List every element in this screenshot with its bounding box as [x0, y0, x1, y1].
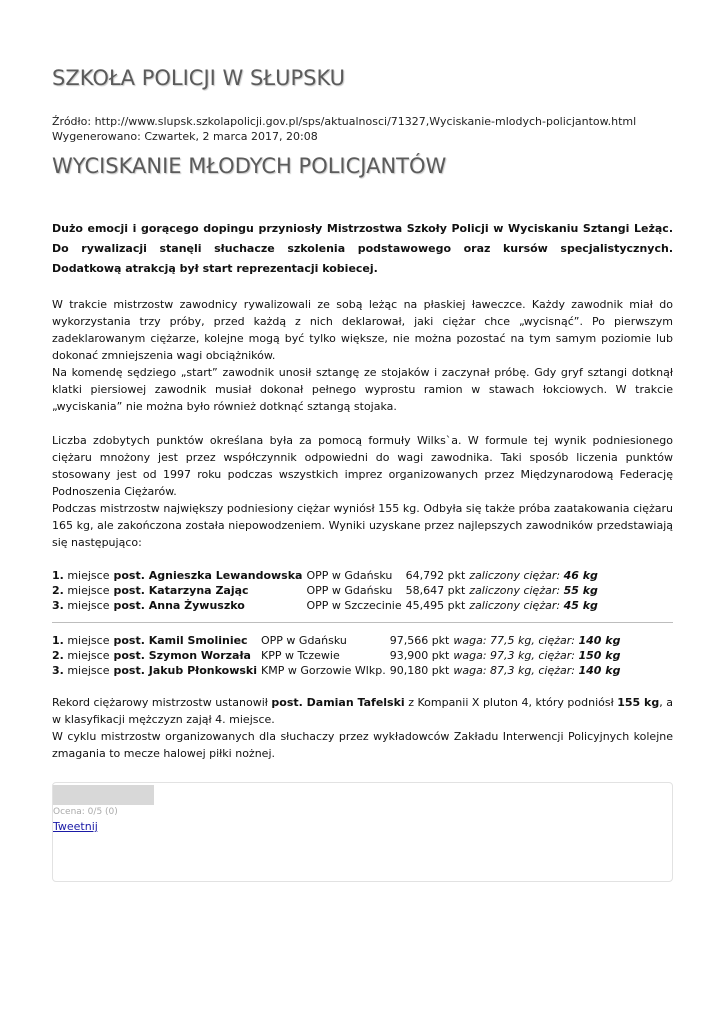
- unit-cell: OPP w Gdańsku: [306, 569, 393, 582]
- paragraph-scoring: [52, 432, 673, 551]
- unit-cell: OPP w Gdańsku: [261, 634, 347, 647]
- name-cell: post. Jakub Płonkowski: [113, 664, 257, 677]
- points-cell: 97,566 pkt: [389, 634, 450, 647]
- place-cell: 3. miejsce: [52, 599, 110, 612]
- points-cell: 58,647 pkt: [405, 584, 466, 597]
- women-results-table: [52, 568, 602, 613]
- article-content: [52, 219, 673, 809]
- weight-cell: waga: 77,5 kg, ciężar: 140 kg: [453, 634, 621, 647]
- paragraph-record: Rekord ciężarowy mistrzostw ustanowił post. Damian Tafelski z Kompanii X pluton 4, który podniósł 155 kg, a w klasyfikacji mężczyzn zajął 4. miejsce. W cyklu mistrzostw organizowanych dla słuchaczy przez wykładowców Zakładu Interwencji Policyjnych kolejne zmagania to mecze halowej piłki nożnej.: [52, 696, 673, 760]
- unit-cell: KPP w Tczewie: [261, 649, 340, 662]
- tweet-link[interactable]: Tweetnij: [53, 820, 98, 833]
- article-title: WYCISKANIE MŁODYCH POLICJANTÓW: [52, 154, 447, 178]
- name-cell: post. Katarzyna Zając: [113, 584, 249, 597]
- weight-cell: waga: 97,3 kg, ciężar: 150 kg: [453, 649, 621, 662]
- points-cell: 90,180 pkt: [389, 664, 450, 677]
- place-cell: 1. miejsce: [52, 569, 110, 582]
- paragraph-rules-b: Na komendę sędziego „start” zawodnik unosił sztangę ze stojaków i zaczynał próbę. Gdy gryf sztangi dotknął klatki piersiowej zawodnik musiał dokonał pełnego wyprostu ramion w stawach łokciowych. W trakcie „wyciskania” nie można było również dotknąć sztangą stojaka.: [52, 366, 673, 413]
- weight-cell: zaliczony ciężar: 55 kg: [469, 584, 598, 597]
- source-line: Źródło: http://www.slupsk.szkolapolicji.gov.pl/sps/aktualnosci/71327,Wyciskanie-mlodych-policjantow.html: [52, 115, 637, 128]
- place-cell: 2. miejsce: [52, 584, 110, 597]
- paragraph-rules: [52, 296, 673, 415]
- table-row: [52, 633, 624, 648]
- unit-cell: KMP w Gorzowie Wlkp.: [261, 664, 386, 677]
- points-cell: 45,495 pkt: [405, 599, 466, 612]
- points-cell: 93,900 pkt: [389, 649, 450, 662]
- name-cell: post. Kamil Smoliniec: [113, 634, 248, 647]
- rating-panel: [52, 782, 673, 882]
- generated-line: Wygenerowano: Czwartek, 2 marca 2017, 20:08: [52, 130, 318, 143]
- table-row: [52, 648, 624, 663]
- paragraph-closing: W cyklu mistrzostw organizowanych dla słuchaczy przez wykładowców Zakładu Interwencji Policyjnych kolejne zmagania to mecze halowej piłki nożnej.: [52, 730, 673, 760]
- site-title: SZKOŁA POLICJI W SŁUPSKU: [52, 66, 346, 90]
- results-divider: [52, 622, 673, 623]
- place-cell: 3. miejsce: [52, 664, 110, 677]
- table-row: [52, 583, 602, 598]
- paragraph-scoring-a: Liczba zdobytych punktów określana była za pomocą formuły Wilks`a. W formule tej wynik podniesionego ciężaru mnożony jest przez współczynnik odpowiedni do wagi zawodnika. Taki sposób liczenia punktów stosowany jest od 1997 roku podczas wszystkich imprez organizowanych przez Międzynarodową Federację Podnoszenia Ciężarów.: [52, 434, 673, 498]
- table-row: [52, 598, 602, 613]
- points-cell: 64,792 pkt: [405, 569, 466, 582]
- unit-cell: OPP w Szczecinie: [306, 599, 402, 612]
- table-row: [52, 663, 624, 678]
- weight-cell: zaliczony ciężar: 45 kg: [469, 599, 598, 612]
- table-row: [52, 568, 602, 583]
- weight-cell: zaliczony ciężar: 46 kg: [469, 569, 598, 582]
- place-cell: 2. miejsce: [52, 649, 110, 662]
- weight-cell: waga: 87,3 kg, ciężar: 140 kg: [453, 664, 621, 677]
- rating-text: Ocena: 0/5 (0): [53, 807, 118, 817]
- paragraph-rules-a: W trakcie mistrzostw zawodnicy rywalizowali ze sobą leżąc na płaskiej ławeczce. Każdy zawodnik miał do wykorzystania trzy próby, przed każdą z nich deklarował, jaki ciężar chce „wycisnąć”. Po pierwszym zadeklarowanym ciężarze, kolejne mogą być tylko większe, nie można pozostać na tym samym poziomie lub dokonać zmniejszenia wagi obciążników.: [52, 298, 673, 362]
- unit-cell: OPP w Gdańsku: [306, 584, 393, 597]
- meta-info: [52, 114, 636, 144]
- place-cell: 1. miejsce: [52, 634, 110, 647]
- record-weight: 155 kg: [617, 696, 660, 709]
- rating-stars-bar[interactable]: [53, 785, 154, 805]
- name-cell: post. Szymon Worzała: [113, 649, 251, 662]
- record-holder: post. Damian Tafelski: [271, 696, 405, 709]
- lead-paragraph: Dużo emocji i gorącego dopingu przyniosły Mistrzostwa Szkoły Policji w Wyciskaniu Sztangi Leżąc. Do rywalizacji stanęli słuchacze szkolenia podstawowego oraz kursów specjalistycznych. Dodatkową atrakcją był start reprezentacji kobiecej.: [52, 222, 673, 275]
- name-cell: post. Agnieszka Lewandowska: [113, 569, 303, 582]
- men-results-table: [52, 633, 624, 678]
- paragraph-scoring-b: Podczas mistrzostw największy podniesiony ciężar wyniósł 155 kg. Odbyła się także próba zaatakowania ciężaru 165 kg, ale zakończona została niepowodzeniem. Wyniki uzyskane przez najlepszych zawodników przedstawiają się następująco:: [52, 502, 673, 549]
- name-cell: post. Anna Żywuszko: [113, 599, 245, 612]
